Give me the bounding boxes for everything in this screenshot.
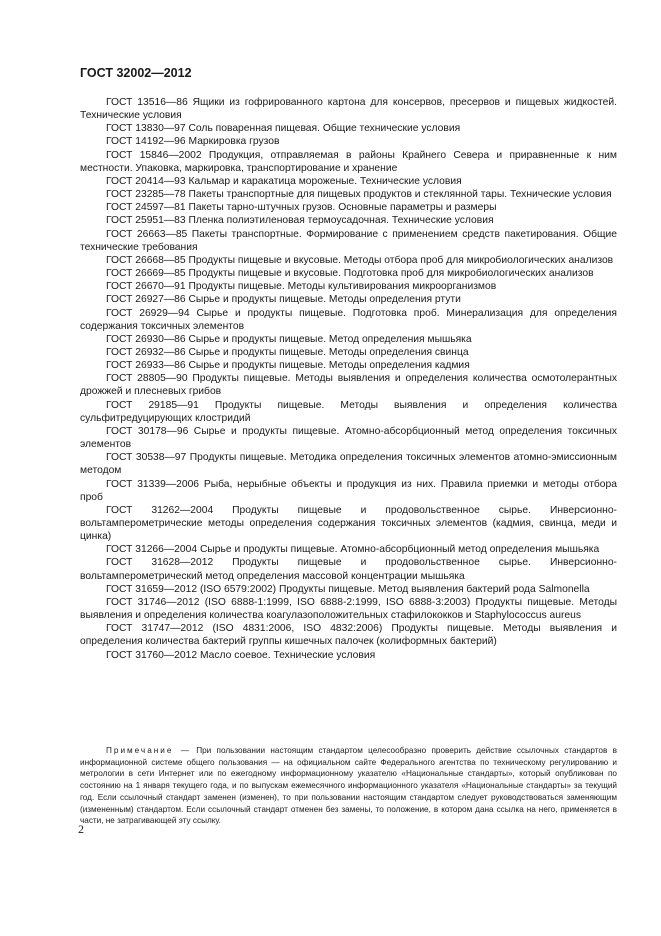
reference-item: ГОСТ 23285—78 Пакеты транспортные для пищевых продуктов и стеклянной тары. Технические условия xyxy=(106,189,612,201)
reference-item: ГОСТ 29185—91 Продукты пищевые. Методы выявления и определения количества сульфитредуцирующих клостридий xyxy=(80,399,617,424)
reference-item: ГОСТ 26929—94 Сырье и продукты пищевые. Подготовка проб. Минерализация для определения содержания токсичных элементов xyxy=(80,307,617,332)
reference-item: ГОСТ 30178—96 Сырье и продукты пищевые. Атомно-абсорбционный метод определения токсичных элементов xyxy=(80,425,617,451)
page-number: 2 xyxy=(78,822,84,836)
reference-item: ГОСТ 26933—86 Сырье и продукты пищевые. Методы определения кадмия xyxy=(106,360,470,372)
note-label: Примечание — xyxy=(106,746,191,755)
reference-item: ГОСТ 14192—96 Маркировка грузов xyxy=(106,136,280,148)
note-text: При пользовании настоящим стандартом целесообразно проверить действие ссылочных стандартов в информационной системе общего пользования — на официальном сайте Федерального агентства по техническому регулированию и метрологии в сети Интернет или по ежегодному информационному указателю «Национальные стандарты», который опубликован по состоянию на 1 января текущего года, и по выпускам ежемесячного информационного указателя «Национальные стандарты» за текущий год. Если ссылочный стандарт заменен (изменен), то при пользовании настоящим стандартом следует руководствоваться заменяющим (измененным) стандартом. Если ссылочный стандарт отменен без замены, то положение, в котором дана ссылка на него, применяется в части, не затрагивающей эту ссылку. xyxy=(80,746,617,826)
reference-item: ГОСТ 26670—91 Продукты пищевые. Методы культивирования микроорганизмов xyxy=(106,281,497,293)
reference-item: ГОСТ 31747—2012 (ISO 4831:2006, ISO 4832:2006) Продукты пищевые. Методы выявления и определения количества бактерий группы кишечных палочек (колиформных бактерий) xyxy=(80,623,617,648)
reference-item: ГОСТ 28805—90 Продукты пищевые. Методы выявления и определения количества осмотолерантных дрожжей и плесневых грибов xyxy=(80,373,617,398)
reference-item: ГОСТ 30538—97 Продукты пищевые. Методика определения токсичных элементов атомно-эмиссионным методом xyxy=(80,452,617,477)
document-header: ГОСТ 32002—2012 xyxy=(80,66,192,80)
reference-item: ГОСТ 20414—93 Кальмар и каракатица мороженые. Технические условия xyxy=(106,175,462,187)
reference-item: ГОСТ 31339—2006 Рыба, нерыбные объекты и продукция из них. Правила приемки и методы отбора проб xyxy=(80,478,617,503)
reference-item: ГОСТ 13516—86 Ящики из гофрированного картона для консервов, пресервов и пищевых жидкостей. Технические условия xyxy=(80,97,617,122)
reference-item: ГОСТ 24597—81 Пакеты тарно-штучных грузов. Основные параметры и размеры xyxy=(106,202,497,214)
reference-item: ГОСТ 26930—86 Сырье и продукты пищевые. Метод определения мышьяка xyxy=(106,333,472,345)
reference-item: ГОСТ 31760—2012 Масло соевое. Технические условия xyxy=(106,649,376,661)
reference-item: ГОСТ 26927—86 Сырье и продукты пищевые. Методы определения ртути xyxy=(106,294,461,306)
reference-item: ГОСТ 26663—85 Пакеты транспортные. Формирование с применением средств пакетирования. Общие технические требования xyxy=(80,228,617,253)
reference-item: ГОСТ 26669—85 Продукты пищевые и вкусовые. Подготовка проб для микробиологических анализов xyxy=(106,268,594,280)
reference-item: ГОСТ 15846—2002 Продукция, отправляемая в районы Крайнего Севера и приравненные к ним местности. Упаковка, маркировка, транспортирование и хранение xyxy=(80,149,617,174)
reference-item: ГОСТ 31628—2012 Продукты пищевые и продовольственное сырье. Инверсионно-вольтамперометрический метод определения массовой концентрации мышьяка xyxy=(80,557,617,582)
reference-item: ГОСТ 26932—86 Сырье и продукты пищевые. Методы определения свинца xyxy=(106,346,469,358)
normative-references-list xyxy=(80,96,617,662)
reference-item: ГОСТ 31746—2012 (ISO 6888-1:1999, ISO 6888-2:1999, ISO 6888-3:2003) Продукты пищевые. Методы выявления и определения количества коагулазоположительных стафилококков и Staphylococcus aureus xyxy=(80,596,617,622)
reference-item: ГОСТ 13830—97 Соль поваренная пищевая. Общие технические условия xyxy=(106,123,461,135)
reference-item: ГОСТ 26668—85 Продукты пищевые и вкусовые. Методы отбора проб для микробиологических анализов xyxy=(106,254,614,266)
reference-item: ГОСТ 31262—2004 Продукты пищевые и продовольственное сырье. Инверсионно-вольтамперометрические методы определения содержания токсичных элементов (кадмия, свинца, меди и цинка) xyxy=(80,504,617,543)
reference-item: ГОСТ 31659—2012 (ISO 6579:2002) Продукты пищевые. Метод выявления бактерий рода Salmonella xyxy=(106,583,590,595)
reference-item: ГОСТ 25951—83 Пленка полиэтиленовая термоусадочная. Технические условия xyxy=(106,215,494,227)
reference-item: ГОСТ 31266—2004 Сырье и продукты пищевые. Атомно-абсорбционный метод определения мышьяка xyxy=(106,544,600,556)
note-paragraph xyxy=(80,745,617,827)
